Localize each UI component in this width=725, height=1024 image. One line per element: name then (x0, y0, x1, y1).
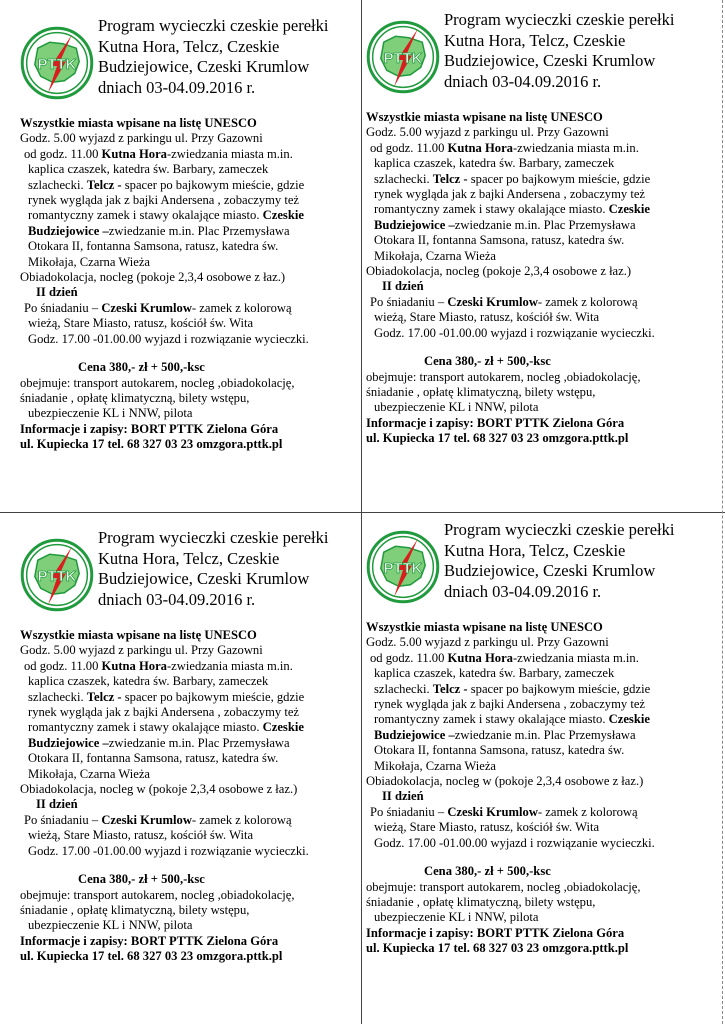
logo-text: PTTK (37, 568, 77, 585)
krumlow-line: Po śniadaniu – Czeski Krumlow- zamek z kolorową (24, 300, 292, 315)
dinner-line: Obiadokolacja, nocleg w (pokoje 2,3,4 osobowe z łaz.) (20, 782, 298, 797)
unesco-heading: Wszystkie miasta wpisane na listę UNESCO (366, 110, 603, 124)
title-line: dniach 03-04.09.2016 r. (98, 77, 256, 97)
kutna-details: kaplica czaszek, katedra św. Barbary, zameczek (28, 162, 269, 177)
price-line: Cena 380,- zł + 500,-ksc (78, 360, 205, 375)
telcz-budz-line: romantyczny zamek i stawy okalające miasto. Czeskie (28, 208, 304, 223)
telcz-details: rynek wygląda jak z bajki Andersena , zobaczymy też (28, 705, 300, 720)
kutna-line: od godz. 11.00 Kutna Hora-zwiedzania miasta m.in. (24, 146, 293, 161)
budz-details: Otokara II, fontanna Samsona, ratusz, katedra św. (28, 751, 279, 766)
contact-line: Informacje i zapisy: BORT PTTK Zielona Góra (366, 925, 625, 940)
flyer-title (444, 10, 714, 92)
title-line: Kutna Hora, Telcz, Czeskie (98, 548, 280, 568)
contact-line: Informacje i zapisy: BORT PTTK Zielona Góra (20, 933, 279, 948)
includes-line: obejmuje: transport autokarem, nocleg ,obiadokolację, (366, 879, 641, 894)
krumlow-details: wieżą, Stare Miasto, ratusz, kościół św. Wita (374, 310, 600, 325)
budz-line: Budziejowice –zwiedzanie m.in. Plac Przemysława (374, 727, 636, 742)
budz-details: Otokara II, fontanna Samsona, ratusz, katedra św. (374, 233, 625, 248)
kutna-details: kaplica czaszek, katedra św. Barbary, zameczek (374, 156, 615, 171)
contact-address: ul. Kupiecka 17 tel. 68 327 03 23 omzgora.pttk.pl (366, 431, 629, 446)
telcz-line: szlachecki. Telcz - spacer po bajkowym mieście, gdzie (374, 171, 651, 186)
includes-line: obejmuje: transport autokarem, nocleg ,obiadokolację, (20, 375, 295, 390)
title-line: Kutna Hora, Telcz, Czeskie (444, 540, 626, 560)
budz-details: Otokara II, fontanna Samsona, ratusz, katedra św. (28, 239, 279, 254)
title-line: dniach 03-04.09.2016 r. (444, 581, 602, 601)
flyer-body (366, 110, 714, 447)
kutna-line: od godz. 11.00 Kutna Hora-zwiedzania miasta m.in. (24, 658, 293, 673)
telcz-budz-line: romantyczny zamek i stawy okalające miasto. Czeskie (374, 202, 650, 217)
flyer-1 (14, 6, 366, 506)
title-line: Program wycieczki czeskie perełki (444, 10, 675, 29)
flyer-title (98, 528, 368, 610)
budz-details-2: Mikołaja, Czarna Wieża (374, 758, 496, 773)
includes-line: obejmuje: transport autokarem, nocleg ,obiadokolację, (366, 369, 641, 384)
pttk-logo-icon (366, 530, 440, 604)
krumlow-details: wieżą, Stare Miasto, ratusz, kościół św. Wita (28, 828, 254, 843)
kutna-line: od godz. 11.00 Kutna Hora-zwiedzania miasta m.in. (370, 140, 639, 155)
budz-details-2: Mikołaja, Czarna Wieża (28, 766, 150, 781)
day-two-heading: II dzień (382, 279, 424, 294)
title-line: Kutna Hora, Telcz, Czeskie (98, 36, 280, 56)
flyer-2 (360, 0, 712, 500)
includes-line: śniadanie , opłatę klimatyczną, bilety wstępu, (366, 384, 596, 399)
telcz-line: szlachecki. Telcz - spacer po bajkowym mieście, gdzie (28, 689, 305, 704)
telcz-details: rynek wygląda jak z bajki Andersena , zobaczymy też (374, 697, 646, 712)
telcz-details: rynek wygląda jak z bajki Andersena , zobaczymy też (28, 193, 300, 208)
contact-address: ul. Kupiecka 17 tel. 68 327 03 23 omzgora.pttk.pl (20, 949, 283, 964)
dinner-line: Obiadokolacja, nocleg (pokoje 2,3,4 osobowe z łaz.) (366, 264, 632, 279)
price-line: Cena 380,- zł + 500,-ksc (424, 864, 551, 879)
title-line: dniach 03-04.09.2016 r. (98, 589, 256, 609)
right-edge-line (722, 0, 723, 1024)
title-line: Budziejowice, Czeski Krumlow (98, 569, 310, 588)
logo-text: PTTK (383, 560, 423, 577)
price-line: Cena 380,- zł + 500,-ksc (424, 354, 551, 369)
kutna-line: od godz. 11.00 Kutna Hora-zwiedzania miasta m.in. (370, 650, 639, 665)
flyer-4 (360, 510, 712, 1010)
includes-line: ubezpieczenie KL i NNW, pilota (28, 406, 193, 421)
day-two-heading: II dzień (382, 789, 424, 804)
title-line: Budziejowice, Czeski Krumlow (98, 57, 310, 76)
includes-line: śniadanie , opłatę klimatyczną, bilety wstępu, (20, 390, 250, 405)
return-line: Godz. 17.00 -01.00.00 wyjazd i rozwiązanie wycieczki. (374, 835, 655, 850)
pttk-logo-icon (20, 26, 94, 100)
title-line: dniach 03-04.09.2016 r. (444, 71, 602, 91)
unesco-heading: Wszystkie miasta wpisane na listę UNESCO (20, 628, 257, 642)
day-two-heading: II dzień (36, 285, 78, 300)
price-line: Cena 380,- zł + 500,-ksc (78, 872, 205, 887)
flyer-body (20, 628, 368, 965)
unesco-heading: Wszystkie miasta wpisane na listę UNESCO (366, 620, 603, 634)
budz-line: Budziejowice –zwiedzanie m.in. Plac Przemysława (374, 217, 636, 232)
return-line: Godz. 17.00 -01.00.00 wyjazd i rozwiązanie wycieczki. (28, 331, 309, 346)
telcz-line: szlachecki. Telcz - spacer po bajkowym mieście, gdzie (374, 681, 651, 696)
includes-line: śniadanie , opłatę klimatyczną, bilety wstępu, (20, 902, 250, 917)
flyer-title (98, 16, 368, 98)
departure-line: Godz. 5.00 wyjazd z parkingu ul. Przy Gazowni (20, 131, 263, 146)
krumlow-line: Po śniadaniu – Czeski Krumlow- zamek z kolorową (24, 812, 292, 827)
departure-line: Godz. 5.00 wyjazd z parkingu ul. Przy Gazowni (366, 125, 609, 140)
includes-line: obejmuje: transport autokarem, nocleg ,obiadokolację, (20, 887, 295, 902)
departure-line: Godz. 5.00 wyjazd z parkingu ul. Przy Gazowni (366, 635, 609, 650)
budz-details-2: Mikołaja, Czarna Wieża (374, 248, 496, 263)
budz-line: Budziejowice –zwiedzanie m.in. Plac Przemysława (28, 735, 290, 750)
includes-line: ubezpieczenie KL i NNW, pilota (374, 400, 539, 415)
krumlow-details: wieżą, Stare Miasto, ratusz, kościół św. Wita (28, 316, 254, 331)
contact-line: Informacje i zapisy: BORT PTTK Zielona Góra (366, 415, 625, 430)
return-line: Godz. 17.00 -01.00.00 wyjazd i rozwiązanie wycieczki. (374, 325, 655, 340)
telcz-line: szlachecki. Telcz - spacer po bajkowym mieście, gdzie (28, 177, 305, 192)
title-line: Program wycieczki czeskie perełki (98, 16, 329, 35)
title-line: Program wycieczki czeskie perełki (98, 528, 329, 547)
telcz-details: rynek wygląda jak z bajki Andersena , zobaczymy też (374, 187, 646, 202)
krumlow-details: wieżą, Stare Miasto, ratusz, kościół św. Wita (374, 820, 600, 835)
flyer-body (366, 620, 714, 957)
budz-line: Budziejowice –zwiedzanie m.in. Plac Przemysława (28, 223, 290, 238)
krumlow-line: Po śniadaniu – Czeski Krumlow- zamek z kolorową (370, 294, 638, 309)
unesco-heading: Wszystkie miasta wpisane na listę UNESCO (20, 116, 257, 130)
dinner-line: Obiadokolacja, nocleg (pokoje 2,3,4 osobowe z łaz.) (20, 270, 286, 285)
title-line: Kutna Hora, Telcz, Czeskie (444, 30, 626, 50)
departure-line: Godz. 5.00 wyjazd z parkingu ul. Przy Gazowni (20, 643, 263, 658)
contact-address: ul. Kupiecka 17 tel. 68 327 03 23 omzgora.pttk.pl (366, 941, 629, 956)
includes-line: ubezpieczenie KL i NNW, pilota (374, 910, 539, 925)
krumlow-line: Po śniadaniu – Czeski Krumlow- zamek z kolorową (370, 804, 638, 819)
contact-address: ul. Kupiecka 17 tel. 68 327 03 23 omzgora.pttk.pl (20, 437, 283, 452)
budz-details-2: Mikołaja, Czarna Wieża (28, 254, 150, 269)
contact-line: Informacje i zapisy: BORT PTTK Zielona Góra (20, 421, 279, 436)
day-two-heading: II dzień (36, 797, 78, 812)
budz-details: Otokara II, fontanna Samsona, ratusz, katedra św. (374, 743, 625, 758)
flyer-3 (14, 518, 366, 1018)
pttk-logo-icon (20, 538, 94, 612)
title-line: Program wycieczki czeskie perełki (444, 520, 675, 539)
title-line: Budziejowice, Czeski Krumlow (444, 51, 656, 70)
includes-line: ubezpieczenie KL i NNW, pilota (28, 918, 193, 933)
includes-line: śniadanie , opłatę klimatyczną, bilety wstępu, (366, 894, 596, 909)
telcz-budz-line: romantyczny zamek i stawy okalające miasto. Czeskie (374, 712, 650, 727)
dinner-line: Obiadokolacja, nocleg w (pokoje 2,3,4 osobowe z łaz.) (366, 774, 644, 789)
return-line: Godz. 17.00 -01.00.00 wyjazd i rozwiązanie wycieczki. (28, 843, 309, 858)
logo-text: PTTK (383, 50, 423, 67)
kutna-details: kaplica czaszek, katedra św. Barbary, zameczek (28, 674, 269, 689)
kutna-details: kaplica czaszek, katedra św. Barbary, zameczek (374, 666, 615, 681)
pttk-logo-icon (366, 20, 440, 94)
flyer-title (444, 520, 714, 602)
title-line: Budziejowice, Czeski Krumlow (444, 561, 656, 580)
telcz-budz-line: romantyczny zamek i stawy okalające miasto. Czeskie (28, 720, 304, 735)
flyer-body (20, 116, 368, 453)
logo-text: PTTK (37, 56, 77, 73)
